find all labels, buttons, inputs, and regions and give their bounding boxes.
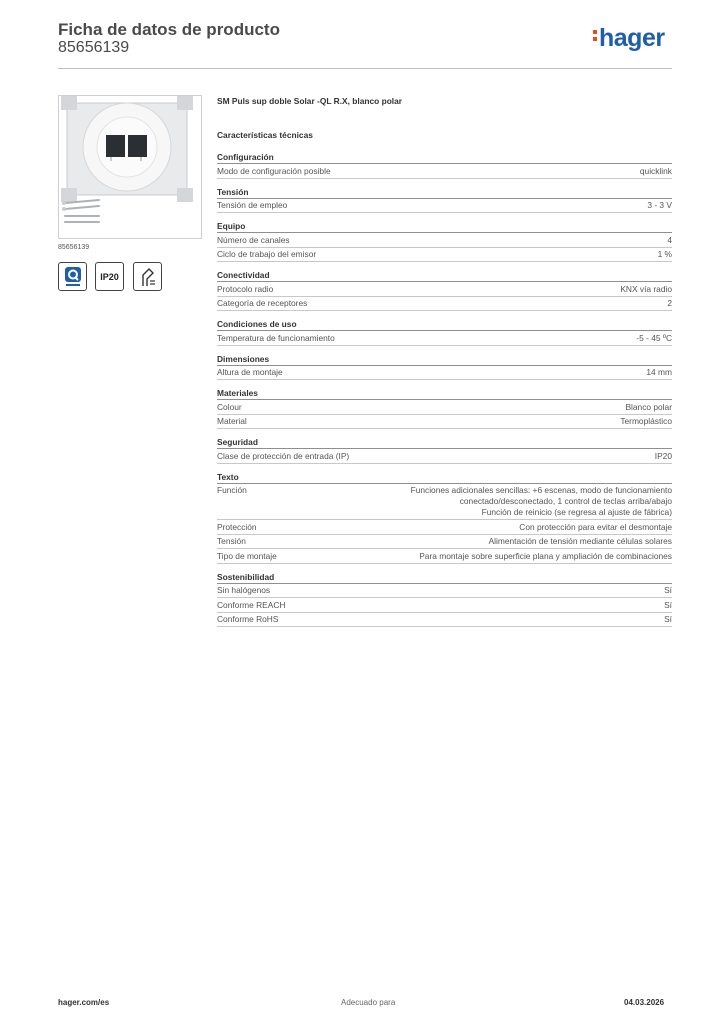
page-title: Ficha de datos de producto (58, 20, 280, 39)
spec-label: Temperatura de funcionamiento (217, 332, 335, 343)
spec-group-title: Conectividad (217, 269, 672, 282)
spec-label: Protocolo radio (217, 283, 274, 294)
spec-row (217, 613, 672, 628)
product-id-label: 85656139 (58, 244, 90, 251)
spec-row (217, 248, 672, 263)
spec-row (217, 366, 672, 381)
section-title: Características técnicas (217, 130, 313, 140)
spec-group-title: Condiciones de uso (217, 318, 672, 331)
spec-label: Ciclo de trabajo del emisor (217, 249, 317, 259)
spec-label: Sin halógenos (217, 585, 271, 595)
spec-row (217, 331, 672, 346)
hager-logo (593, 26, 665, 51)
spec-value: IP20 (654, 450, 672, 461)
spec-value: -5 - 45 ºC (636, 332, 672, 343)
spec-row (217, 584, 672, 599)
spec-group-title: Materiales (217, 387, 672, 400)
spec-row (217, 449, 672, 464)
spec-content (217, 96, 672, 627)
spec-group-title: Texto (217, 471, 672, 484)
spec-group (217, 353, 672, 381)
spec-value: 2 (667, 298, 672, 308)
spec-value: Alimentación de tensión mediante células solares (488, 536, 672, 546)
spec-label: Modo de configuración posible (217, 165, 331, 176)
spec-value: Sí (664, 585, 672, 595)
spec-group (217, 186, 672, 214)
spec-label: Tensión de empleo (217, 200, 288, 210)
footer-website: hager.com/es (58, 998, 110, 1007)
spec-label: Función (217, 485, 247, 495)
spec-group-title: Seguridad (217, 436, 672, 449)
footer-suitable-for: Adecuado para (341, 998, 396, 1007)
spec-row (217, 164, 672, 179)
spec-label: Número de canales (217, 234, 290, 245)
ip20-badge: IP20 (95, 262, 124, 291)
spec-group-title: Equipo (217, 220, 672, 233)
spec-value: Sí (664, 614, 672, 624)
header-divider (58, 68, 672, 69)
spec-row (217, 535, 672, 550)
spec-row (217, 297, 672, 312)
spec-label: Conforme REACH (217, 599, 286, 610)
logo-text: hager (599, 24, 665, 52)
spec-label: Protección (217, 521, 257, 532)
spec-group-title: Tensión (217, 186, 672, 199)
logo-dots-icon (593, 27, 597, 44)
spec-value: Blanco polar (625, 401, 672, 412)
spec-row (217, 549, 672, 564)
quicklink-icon (63, 266, 83, 288)
quicklink-badge (58, 262, 87, 291)
product-number: 85656139 (58, 39, 130, 56)
spec-group (217, 387, 672, 429)
spec-value: 1 % (657, 249, 672, 259)
spec-row (217, 415, 672, 430)
spec-groups (217, 151, 672, 627)
spec-value: Con protección para evitar el desmontaje (519, 521, 672, 532)
spec-label: Clase de protección de entrada (IP) (217, 450, 350, 461)
spec-label: Tensión (217, 536, 246, 546)
spec-row (217, 598, 672, 613)
spec-group (217, 269, 672, 311)
spec-row (217, 199, 672, 214)
spec-group-title: Configuración (217, 151, 672, 164)
spec-value: 4 (667, 234, 672, 245)
touch-badge (133, 262, 162, 291)
spec-group (217, 571, 672, 628)
spec-value: Para montaje sobre superficie plana y ampliación de combinaciones (419, 550, 672, 561)
footer-date: 04.03.2026 (624, 998, 665, 1007)
spec-row (217, 282, 672, 297)
spec-group (217, 220, 672, 262)
spec-value: Termoplástico (620, 416, 672, 426)
spec-group (217, 436, 672, 464)
spec-value: quicklink (639, 165, 672, 176)
spec-row (217, 233, 672, 248)
spec-group (217, 151, 672, 179)
spec-row (217, 520, 672, 535)
spec-value: 3 - 3 V (647, 200, 672, 210)
spec-value: Sí (664, 599, 672, 610)
spec-row (217, 400, 672, 415)
spec-label: Material (217, 416, 247, 426)
spec-value: 14 mm (646, 367, 672, 377)
spec-group-title: Sostenibilidad (217, 571, 672, 584)
spec-group (217, 318, 672, 346)
spec-label: Categoría de receptores (217, 298, 308, 308)
spec-label: Altura de montaje (217, 367, 283, 377)
spec-row (217, 484, 672, 521)
spec-value: Funciones adicionales sencillas: +6 escenas, modo de funcionamiento conectado/desconectado, 1 control de teclas arriba/abajo Función de reinicio (se regresa al ajuste de fábrica) (410, 485, 672, 517)
push-button-illustration (59, 96, 201, 238)
spec-group (217, 471, 672, 564)
spec-label: Tipo de montaje (217, 550, 277, 561)
spec-label: Colour (217, 401, 242, 412)
spec-value: KNX vía radio (620, 283, 672, 294)
product-image (58, 95, 202, 239)
spec-group-title: Dimensiones (217, 353, 672, 366)
surface-mount-icon (139, 266, 157, 288)
product-name: SM Puls sup doble Solar -QL R.X, blanco polar (217, 96, 403, 106)
spec-label: Conforme RoHS (217, 614, 279, 624)
